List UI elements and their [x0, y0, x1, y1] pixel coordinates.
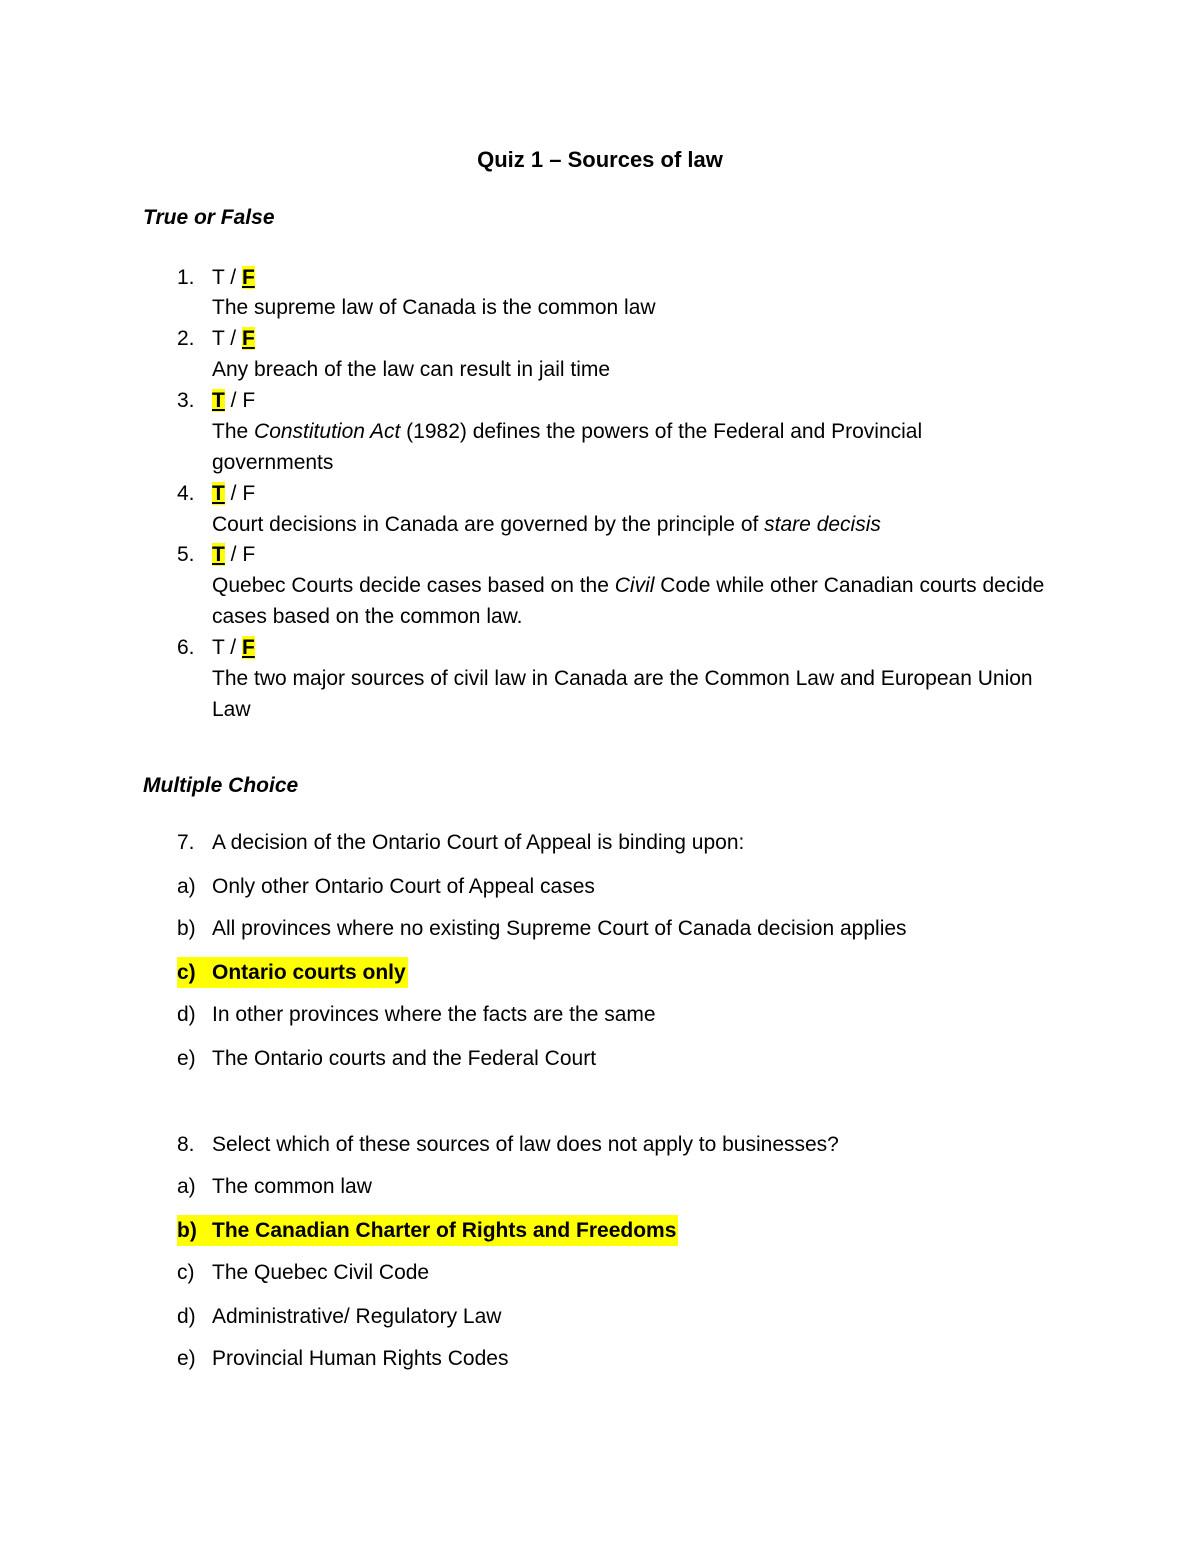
- option-letter: e): [177, 1347, 196, 1370]
- option-text-correct: The Canadian Charter of Rights and Freedoms: [212, 1219, 677, 1242]
- option-true-answer: T: [212, 482, 225, 505]
- statement-italic: Constitution Act: [254, 420, 401, 443]
- section-heading-multiple-choice: Multiple Choice: [143, 774, 299, 797]
- option-false: F: [242, 482, 256, 505]
- statement-text: Quebec Courts decide cases based on the: [212, 574, 615, 597]
- option-true: T: [212, 636, 225, 659]
- tf-options: [212, 539, 255, 570]
- statement-text: (1982) defines the powers of the Federal and Provincial: [400, 420, 923, 443]
- option-text: All provinces where no existing Supreme Court of Canada decision applies: [212, 917, 907, 940]
- statement-text: Court decisions in Canada are governed by the principle of: [212, 513, 765, 536]
- statement-italic: stare decisis: [764, 513, 881, 536]
- tf-statement: Any breach of the law can result in jail time: [212, 358, 611, 381]
- option-text: Administrative/ Regulatory Law: [212, 1305, 502, 1328]
- tf-statement: [212, 570, 1044, 601]
- option-false: F: [242, 389, 256, 412]
- option-letter: a): [177, 875, 196, 898]
- option-text: The Quebec Civil Code: [212, 1261, 430, 1284]
- question-number: 5.: [177, 543, 195, 566]
- statement-text: Code while other Canadian courts decide: [654, 574, 1045, 597]
- option-text-correct: Ontario courts only: [212, 961, 406, 984]
- option-separator: /: [224, 543, 243, 566]
- option-true-answer: T: [212, 543, 225, 566]
- statement-text: The: [212, 420, 255, 443]
- option-true: T: [212, 266, 225, 289]
- tf-options: [212, 478, 255, 509]
- option-letter: e): [177, 1047, 196, 1070]
- tf-statement: The supreme law of Canada is the common law: [212, 296, 656, 319]
- option-letter: c): [177, 961, 196, 984]
- mc-question: A decision of the Ontario Court of Appeal is binding upon:: [212, 831, 745, 854]
- question-number: 3.: [177, 389, 195, 412]
- option-letter: b): [177, 1219, 197, 1242]
- tf-statement: The two major sources of civil law in Canada are the Common Law and European Union: [212, 667, 1033, 690]
- statement-italic: Civil: [614, 574, 655, 597]
- section-heading-true-false: True or False: [143, 206, 275, 229]
- option-separator: /: [224, 327, 242, 350]
- option-separator: /: [224, 389, 243, 412]
- question-number: 7.: [177, 831, 195, 854]
- page-title: Quiz 1 – Sources of law: [477, 147, 723, 172]
- question-number: 4.: [177, 482, 195, 505]
- option-text: The Ontario courts and the Federal Court: [212, 1047, 597, 1070]
- option-separator: /: [224, 636, 242, 659]
- correct-option-row: [177, 957, 408, 988]
- option-letter: d): [177, 1003, 196, 1026]
- option-false: F: [242, 543, 256, 566]
- tf-statement: [212, 509, 881, 540]
- option-separator: /: [224, 482, 243, 505]
- option-true: T: [212, 327, 225, 350]
- option-letter: b): [177, 917, 196, 940]
- option-true-answer: T: [212, 389, 225, 412]
- question-number: 2.: [177, 327, 195, 350]
- option-false-answer: F: [241, 327, 255, 350]
- option-false-answer: F: [241, 266, 255, 289]
- option-letter: d): [177, 1305, 196, 1328]
- option-false-answer: F: [241, 636, 255, 659]
- tf-statement: [212, 416, 922, 447]
- question-number: 8.: [177, 1133, 195, 1156]
- mc-question: Select which of these sources of law does not apply to businesses?: [212, 1133, 839, 1156]
- tf-statement-continued: cases based on the common law.: [212, 605, 523, 628]
- tf-options: [212, 385, 255, 416]
- option-letter: a): [177, 1175, 196, 1198]
- tf-statement-continued: governments: [212, 451, 334, 474]
- option-text: Only other Ontario Court of Appeal cases: [212, 875, 595, 898]
- tf-options: [212, 323, 255, 354]
- option-text: The common law: [212, 1175, 372, 1198]
- tf-statement-continued: Law: [212, 698, 251, 721]
- option-text: Provincial Human Rights Codes: [212, 1347, 509, 1370]
- option-letter: c): [177, 1261, 195, 1284]
- correct-option-row: [177, 1215, 678, 1246]
- question-number: 1.: [177, 266, 195, 289]
- question-number: 6.: [177, 636, 195, 659]
- tf-options: [212, 262, 255, 293]
- option-text: In other provinces where the facts are the same: [212, 1003, 656, 1026]
- tf-options: [212, 632, 255, 663]
- option-separator: /: [224, 266, 242, 289]
